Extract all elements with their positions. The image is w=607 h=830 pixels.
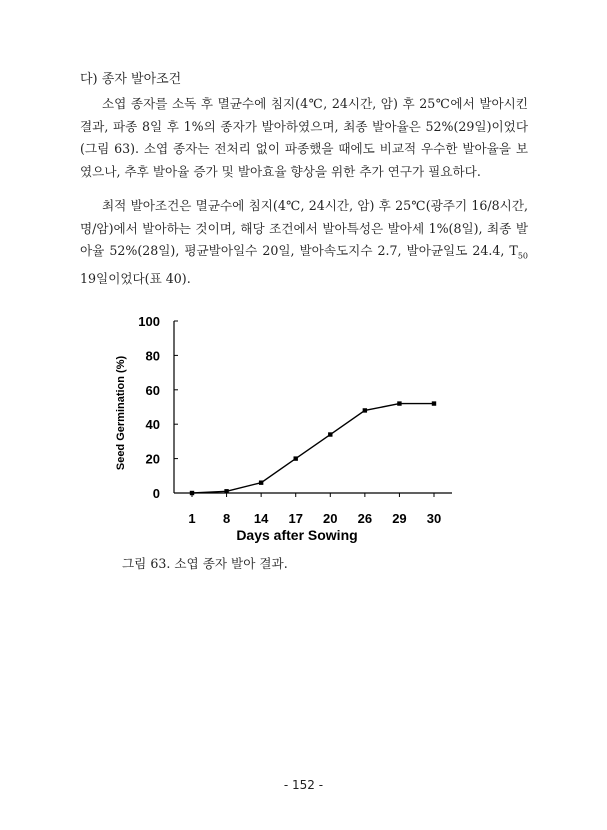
- y-axis-title: Seed Germination (%): [115, 355, 127, 471]
- paragraph-1: 소엽 종자를 소독 후 멸균수에 침지(4℃, 24시간, 암) 후 25℃에서 발아시킨 결과, 파종 8일 후 1%의 종자가 발아하였으며, 최종 발아율은 52%(29일)이었다(그림 63). 소엽 종자는 전처리 없이 파종했을 때에도 비교적 우수한 발아율을 보였으나, 추후 발아율 증가 및 발아효율 향상을 위한 추가 연구가 필요하다.: [80, 96, 528, 179]
- t50-subscript: 50: [517, 251, 528, 261]
- paragraph-2-text: 최적 발아조건은 멸균수에 침지(4℃, 24시간, 암) 후 25℃(광주기 16/8시간, 명/암)에서 발아하는 것이며, 해당 조건에서 발아특성은 발아세 1%(8일), 최종 발아율 52%(28일), 평균발아일수 20일, 발아속도지수 2.7, 발아균일도 24.4, T: [80, 198, 528, 258]
- germination-chart: [100, 306, 460, 554]
- data-point: [397, 401, 401, 405]
- data-point: [432, 401, 436, 405]
- x-tick-label: 20: [323, 511, 338, 526]
- data-point: [224, 489, 228, 493]
- series-line: [192, 404, 434, 493]
- x-axis-title: Days after Sowing: [236, 527, 358, 543]
- x-tick-label: 14: [253, 511, 269, 526]
- data-point: [363, 408, 367, 412]
- data-point: [259, 480, 263, 484]
- chart-svg: [100, 306, 460, 554]
- paragraph-2-tail: 19일이었다(표 40).: [80, 271, 191, 287]
- x-tick-label: 29: [392, 511, 407, 526]
- data-point: [328, 432, 332, 436]
- figure-caption: 그림 63. 소엽 종자 발아 결과.: [122, 556, 288, 571]
- x-tick-label: 30: [426, 511, 442, 526]
- data-point: [190, 491, 194, 495]
- y-tick-label: 20: [145, 451, 160, 467]
- y-tick-label: 100: [138, 314, 160, 329]
- x-tick-label: 8: [222, 511, 231, 526]
- y-tick-label: 80: [145, 348, 160, 364]
- y-tick-label: 60: [145, 382, 160, 398]
- y-tick-label: 0: [152, 486, 160, 501]
- x-tick-label: 17: [288, 511, 303, 526]
- page-number: - 152 -: [283, 778, 324, 792]
- y-tick-label: 40: [145, 417, 160, 433]
- section-heading: 다) 종자 발아조건: [80, 72, 182, 87]
- x-tick-label: 26: [357, 511, 373, 526]
- paragraph-2: [80, 195, 528, 291]
- x-tick-label: 1: [188, 511, 196, 526]
- data-point: [294, 456, 298, 460]
